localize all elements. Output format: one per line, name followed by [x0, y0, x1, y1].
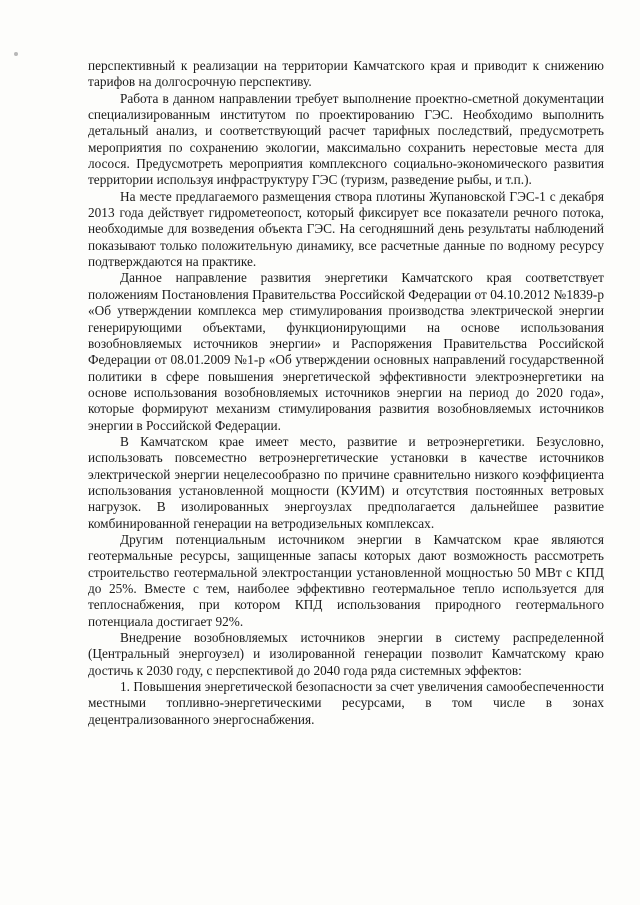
scan-speck [14, 52, 18, 56]
document-body [88, 58, 604, 728]
paragraph-renewables-effects: Внедрение возобновляемых источников энергии в систему распределенной (Центральный энергоузел) и изолированной генерации позволит Камчатскому краю достичь к 2030 году, с перспективой до 2040 года ряда системных эффектов: [88, 630, 604, 678]
paragraph-energy-security: 1. Повышения энергетической безопасности за счет увеличения самообеспеченности местными топливно-энергетическими ресурсами, в том числе в зонах децентрализованного энергоснабжения. [88, 679, 604, 727]
paragraph-geothermal: Другим потенциальным источником энергии в Камчатском крае являются геотермальные ресурсы, защищенные запасы которых дают возможность рассмотреть строительство геотермальной электростанции установленной мощностью 50 МВт с КПД до 25%. Вместе с тем, наиболее эффективно геотермальное тепло используется для теплоснабжения, при котором КПД использования природного геотермального потенциала достигает 92%. [88, 531, 604, 629]
paragraph-hydro-post: На месте предлагаемого размещения створа плотины Жупановской ГЭС-1 с декабря 2013 года действует гидрометеопост, который фиксирует все показатели речного потока, необходимые для возведения объекта ГЭС. На сегодняшний день результаты наблюдений показывают только положительную динамику, все расчетные данные по водному ресурсу подтверждаются на практике. [88, 188, 604, 270]
paragraph-design-documentation: Работа в данном направлении требует выполнение проектно-сметной документации специализированным институтом по проектированию ГЭС. Необходимо выполнить детальный анализ, и соответствующий расчет тарифных последствий, предусмотреть мероприятия по сохранению экологии, максимально сохранить нерестовые места для лосося. Предусмотреть мероприятия комплексного социально-экономического развития территории используя инфраструктуру ГЭС (туризм, разведение рыбы, и т.п.). [88, 90, 604, 188]
paragraph-wind-energy: В Камчатском крае имеет место, развитие и ветроэнергетики. Безусловно, использовать повсеместно ветроэнергетические установки в качестве источников электрической энергии нецелесообразно по причине сравнительно низкого коэффициента использования установленной мощности (КУИМ) и отсутствия постоянных ветровых нагрузок. В изолированных энергоузлах предполагается дальнейшее развитие комбинированной генерации на ветродизельных комплексах. [88, 433, 604, 531]
paragraph-legal-basis: Данное направление развития энергетики Камчатского края соответствует положениям Постановления Правительства Российской Федерации от 04.10.2012 №1839-р «Об утверждении комплекса мер стимулирования производства электрической энергии генерирующими объектами, функционирующими на основе использования возобновляемых источников энергии» и Распоряжения Правительства Российской Федерации от 08.01.2009 №1-р «Об утверждении основных направлений государственной политики в сфере повышения энергетической эффективности электроэнергетики на основе использования возобновляемых источников энергии на период до 2020 года», которые формируют механизм стимулирования развития возобновляемых источников энергии в Российской Федерации. [88, 270, 604, 433]
paragraph-continuation: перспективный к реализации на территории Камчатского края и приводит к снижению тарифов на долгосрочную перспективу. [88, 58, 604, 90]
